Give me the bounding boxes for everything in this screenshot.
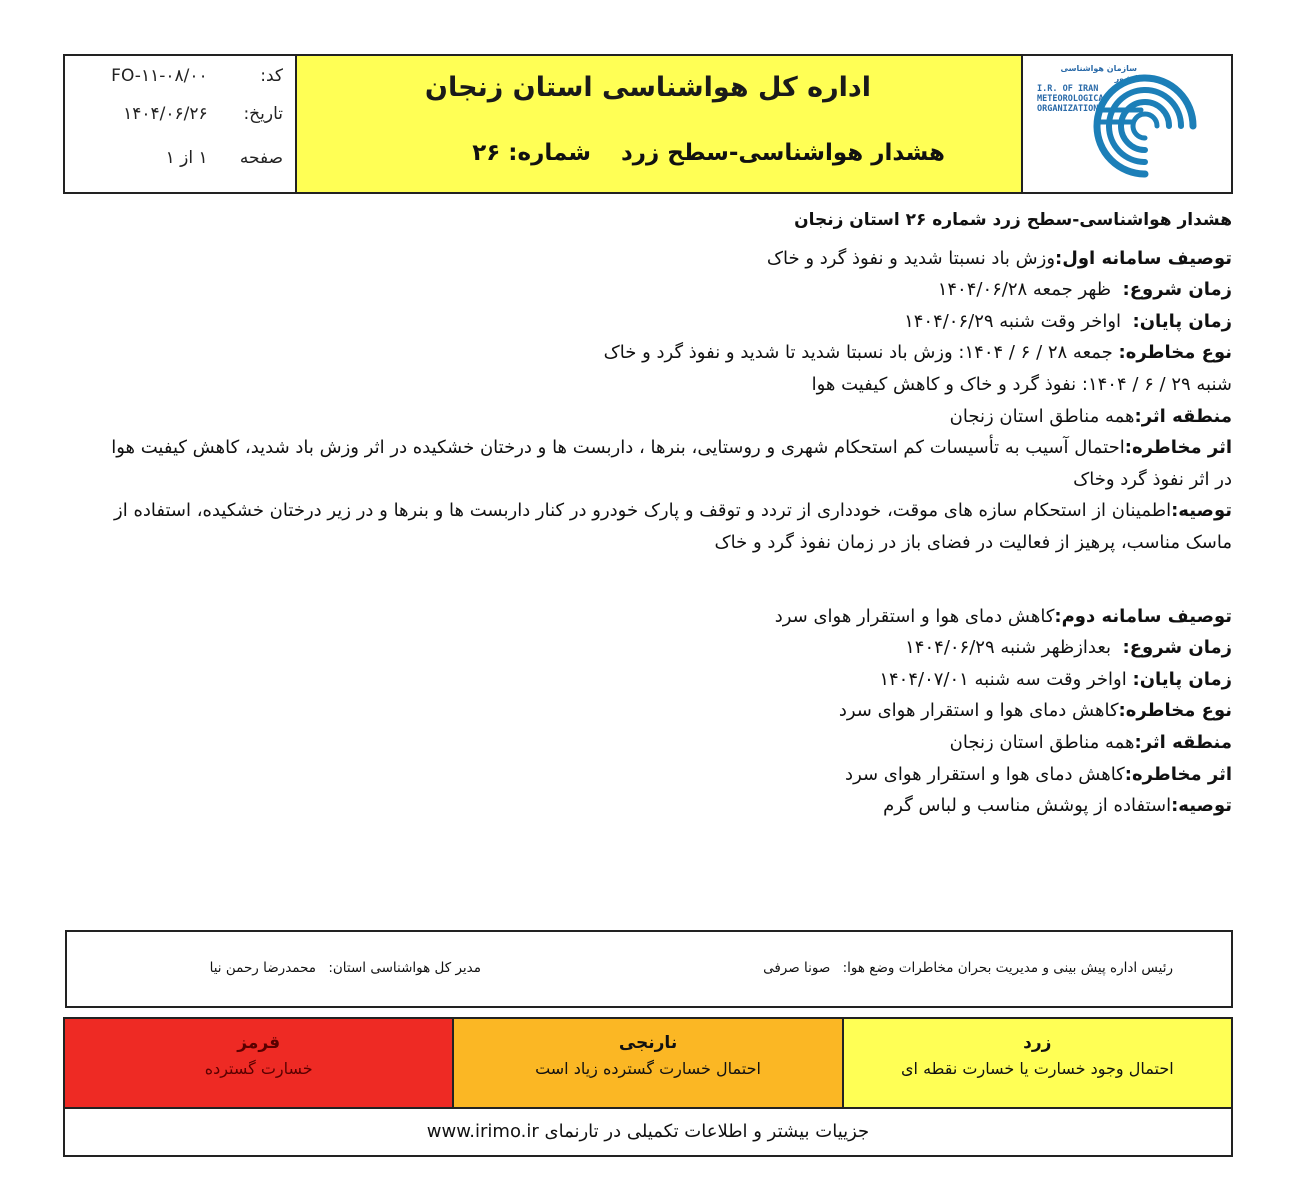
system2-hazard-text: کاهش دمای هوا و استقرار هوای سرد (838, 700, 1119, 722)
meteorological-organization-logo-icon (1085, 70, 1205, 182)
forecast-head-signature (763, 960, 1173, 976)
warning-level-title: هشدار هواشناسی-سطح زرد (621, 140, 945, 166)
logo-en-line-2: METEOROLOGICAL (1037, 94, 1109, 104)
forecast-head-role: رئیس اداره پیش بینی و مدیریت بحران مخاطرات وضع هوا: (842, 960, 1173, 976)
system2-area-label: منطقه اثر: (1134, 731, 1232, 753)
system1-area-label: منطقه اثر: (1134, 405, 1232, 427)
date-label: تاریخ: (243, 104, 283, 124)
system1-area-text: همه مناطق استان زنجان (949, 405, 1135, 427)
system1-start (110, 274, 1232, 306)
levels-row (65, 1019, 1231, 1109)
warning-number: شماره: ۲۶ (472, 140, 591, 166)
logo-en-line-1: I.R. OF IRAN (1037, 84, 1099, 94)
warning-body (110, 205, 1232, 822)
system2-effect (110, 759, 1232, 791)
level-yellow (842, 1019, 1231, 1107)
system1-hazard (110, 337, 1232, 369)
system2-end (110, 664, 1232, 696)
system1-advice-label: توصیه: (1171, 500, 1232, 522)
system2-area-text: همه مناطق استان زنجان (949, 731, 1135, 753)
document-header (63, 54, 1233, 194)
level-orange-name: نارنجی (618, 1033, 678, 1053)
page-label: صفحه (239, 148, 283, 168)
system2-advice (110, 790, 1232, 822)
system2-start-text: بعدازظهر شنبه ۱۴۰۴/۰۶/۲۹ (905, 637, 1112, 659)
director-signature (210, 960, 481, 976)
system1-advice-text: اطمینان از استحکام سازه های موقت، خودداری از تردد و توقف و پارک خودرو در کنار داربست ها و بنرها و در زیر درختان خشکیده، استفاده از ماسک مناسب، پرهیز از فعالیت در فضای باز در زمان نفوذ گرد و خاک (114, 500, 1232, 553)
logo-en-line-3: ORGANIZATION (1037, 104, 1099, 114)
level-orange-desc: احتمال خسارت گسترده زیاد است (535, 1059, 761, 1078)
system1-end-text: اواخر وقت شنبه ۱۴۰۴/۰۶/۲۹ (904, 310, 1122, 332)
forecast-head-name: صونا صرفی (763, 960, 831, 976)
system1-hazard-line-2: شنبه ۲۹ / ۶ / ۱۴۰۴: نفوذ گرد و خاک و کاهش کیفیت هوا (811, 373, 1232, 395)
system1-end (110, 306, 1232, 338)
level-red (65, 1019, 452, 1107)
code-label: کد: (260, 66, 283, 86)
director-name: محمدرضا رحمن نیا (209, 960, 317, 976)
system2-end-text: اواخر وقت سه شنبه ۱۴۰۴/۰۷/۰۱ (879, 668, 1127, 690)
organization-title: اداره کل هواشناسی استان زنجان (424, 72, 871, 103)
director-role: مدیر کل هواشناسی استان: (328, 960, 481, 976)
system2-effect-text: کاهش دمای هوا و استقرار هوای سرد (845, 763, 1125, 785)
page-value: ۱ از ۱ (165, 148, 208, 168)
system2-description-label: توصیف سامانه دوم: (1054, 605, 1232, 627)
system1-description (110, 243, 1232, 275)
system1-description-text: وزش باد نسبتا شدید و نفوذ گرد و خاک (766, 247, 1056, 269)
system2-hazard-label: نوع مخاطره: (1118, 700, 1232, 722)
system2-area (110, 727, 1232, 759)
system1-end-label: زمان پایان: (1132, 310, 1232, 332)
system1-effect (110, 432, 1232, 495)
system2-description-text: کاهش دمای هوا و استقرار هوای سرد (774, 605, 1055, 627)
system2-description (110, 601, 1232, 633)
system2-start (110, 632, 1232, 664)
level-red-name: قرمز (237, 1033, 281, 1053)
system1-hazard-label: نوع مخاطره: (1118, 342, 1232, 364)
system2-end-label: زمان پایان: (1132, 668, 1232, 690)
meta-code-row (111, 66, 283, 86)
system1-advice (110, 495, 1232, 558)
system1-effect-text: احتمال آسیب به تأسیسات کم استحکام شهری و روستایی، بنرها ، داربست ها و درختان خشکیده در اثر وزش باد شدید، کاهش کیفیت هوا در اثر نفوذ گرد وخاک (111, 437, 1232, 490)
website-note: جزییات بیشتر و اطلاعات تکمیلی در تارنمای www.irimo.ir (426, 1121, 870, 1142)
system2-hazard (110, 695, 1232, 727)
level-red-desc: خسارت گسترده (204, 1059, 313, 1078)
logo-fa-text: سازمان هواشناسی کشور (1060, 64, 1137, 83)
meta-date-row (123, 104, 283, 124)
system1-start-label: زمان شروع: (1122, 279, 1232, 301)
system2-advice-label: توصیه: (1171, 795, 1232, 817)
section-gap (110, 559, 1232, 601)
meta-page-row (166, 148, 283, 168)
document-title: هشدار هواشناسی-سطح زرد شماره ۲۶ استان زنجان (794, 210, 1232, 230)
level-yellow-desc: احتمال وجود خسارت یا خسارت نقطه ای (901, 1059, 1174, 1078)
system1-hazard-line-1: جمعه ۲۸ / ۶ / ۱۴۰۴: وزش باد نسبتا شدید تا شدید و نفوذ گرد و خاک (603, 342, 1113, 364)
header-title-cell (295, 56, 1021, 192)
system2-start-label: زمان شروع: (1122, 637, 1232, 659)
system2-effect-label: اثر مخاطره: (1124, 763, 1232, 785)
level-yellow-name: زرد (1023, 1033, 1052, 1053)
document-meta-cell (65, 56, 295, 192)
logo-cell (1021, 56, 1231, 192)
warning-levels-legend (63, 1017, 1233, 1157)
system1-effect-label: اثر مخاطره: (1124, 437, 1232, 459)
signature-box (65, 930, 1233, 1008)
system2-advice-text: استفاده از پوشش مناسب و لباس گرم (883, 795, 1172, 817)
date-value: ۱۴۰۴/۰۶/۲۶ (123, 104, 208, 124)
code-value: FO-۱۱-۰۸/۰۰ (111, 66, 208, 86)
system1-start-text: ظهر جمعه ۱۴۰۴/۰۶/۲۸ (937, 279, 1112, 301)
system1-area (110, 401, 1232, 433)
level-orange (452, 1019, 841, 1107)
system1-description-label: توصیف سامانه اول: (1055, 247, 1232, 269)
